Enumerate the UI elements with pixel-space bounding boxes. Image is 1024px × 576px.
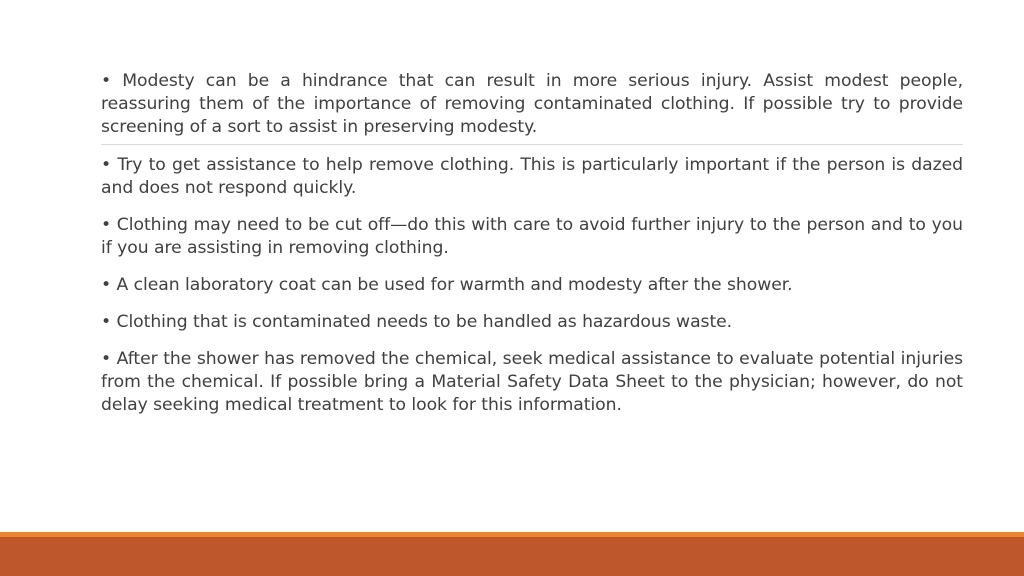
bullet-get-assistance: • Try to get assistance to help remove clothing. This is particularly important if the person is dazed and does not respond quickly. [101,155,963,198]
bullet-modesty: • Modesty can be a hindrance that can result in more serious injury. Assist modest people, reassuring them of the importance of removing contaminated clothing. If possible try to provide screening of a sort to assist in preserving modesty. [101,70,963,145]
footer-band [0,537,1024,576]
bullet-lab-coat: • A clean laboratory coat can be used for warmth and modesty after the shower. [101,275,793,295]
bullet-hazardous-waste: • Clothing that is contaminated needs to be handled as hazardous waste. [101,312,733,332]
bullet-list [101,70,963,417]
bullet-cut-off-clothing: • Clothing may need to be cut off—do this with care to avoid further injury to the person and to you if you are assisting in removing clothing. [101,215,963,258]
bullet-medical-assistance: • After the shower has removed the chemical, seek medical assistance to evaluate potential injuries from the chemical. If possible bring a Material Safety Data Sheet to the physician; however, do not delay seeking medical treatment to look for this information. [101,349,963,415]
